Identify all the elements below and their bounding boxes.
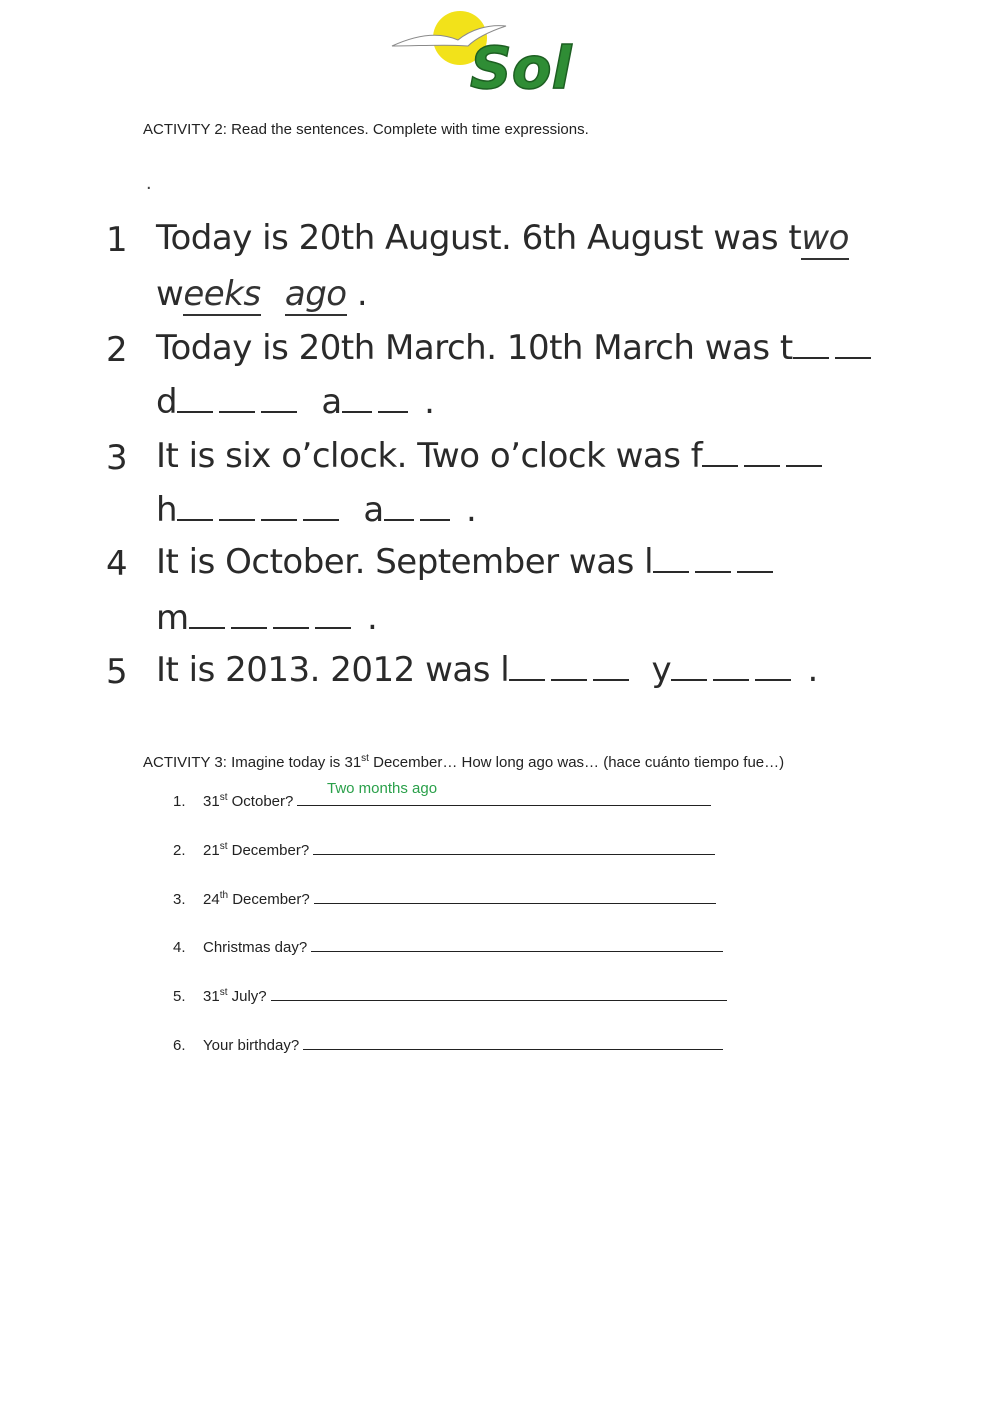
sentence-text: It is October. September was l <box>156 542 654 582</box>
question-6: 6. Your birthday? <box>173 1035 723 1054</box>
handwritten-answer: wo <box>801 218 849 258</box>
blank <box>509 673 545 681</box>
answer-1-text[interactable]: Two months ago <box>327 780 438 797</box>
sentence-number: 2 <box>106 330 128 370</box>
sentence-text: y <box>651 650 672 690</box>
answer-line[interactable] <box>313 840 715 855</box>
handwritten-answer: ago <box>284 274 347 314</box>
answer-line[interactable] <box>271 986 727 1001</box>
sentence-text: It is six o’clock. Two o’clock was f <box>156 436 703 476</box>
blank <box>219 513 255 521</box>
blank <box>303 513 339 521</box>
question-number: 2. <box>173 842 186 859</box>
blank <box>593 673 629 681</box>
blank <box>835 351 871 359</box>
answer-line[interactable] <box>297 791 711 806</box>
blank <box>315 621 351 629</box>
sentence-text: w <box>156 274 184 314</box>
question-number: 6. <box>173 1037 186 1054</box>
sentence-4-line-2 <box>156 598 377 638</box>
blank <box>261 513 297 521</box>
activity2-instruction: ACTIVITY 2: Read the sentences. Complete with time expressions. <box>143 121 589 138</box>
sentence-end: . <box>424 382 435 422</box>
blank <box>713 673 749 681</box>
sentence-end: . <box>366 598 378 638</box>
answer-line[interactable] <box>303 1035 723 1050</box>
sentence-text: It is 2013. 2012 was l <box>156 650 510 690</box>
blank <box>755 673 791 681</box>
sentence-4-line-1 <box>156 542 779 582</box>
sentence-1-line-2 <box>156 274 367 314</box>
sol-logo <box>388 4 604 102</box>
blank <box>177 405 213 413</box>
sentence-3-line-2 <box>156 490 476 530</box>
blank <box>653 565 689 573</box>
blank <box>378 405 408 413</box>
answer-line[interactable] <box>314 889 716 904</box>
blank <box>420 513 450 521</box>
activity3-instruction: ACTIVITY 3: Imagine today is 31st December… How long ago was… (hace cuánto tiempo fue…) <box>143 753 785 771</box>
blank <box>189 621 225 629</box>
blank <box>177 513 213 521</box>
activity2-exercise <box>70 172 930 720</box>
sentence-end: . <box>466 490 477 530</box>
sentence-text: m <box>156 598 189 638</box>
blank <box>737 565 773 573</box>
sentence-3-line-1 <box>156 436 828 476</box>
blank <box>744 459 780 467</box>
blank <box>702 459 738 467</box>
question-4: 4. Christmas day? <box>173 937 723 956</box>
sentence-number: 5 <box>106 652 128 692</box>
blank <box>551 673 587 681</box>
blank <box>793 351 829 359</box>
sentence-text: d <box>156 382 178 422</box>
sentence-number: 4 <box>106 544 128 584</box>
blank <box>273 621 309 629</box>
blank <box>231 621 267 629</box>
blank <box>671 673 707 681</box>
blank <box>261 405 297 413</box>
sentence-1-line-1 <box>156 218 849 258</box>
handwritten-answer: eeks <box>183 274 261 314</box>
blank <box>695 565 731 573</box>
sentence-5-line-1 <box>156 650 818 690</box>
sentence-2-line-2 <box>156 382 434 422</box>
question-1: 1. 31st October? <box>173 791 711 810</box>
answer-line[interactable] <box>311 937 723 952</box>
sentence-text: a <box>321 382 342 422</box>
sentence-end: . <box>807 650 818 690</box>
question-number: 5. <box>173 988 186 1005</box>
sentence-text: Today is 20th August. 6th August was t <box>156 218 802 258</box>
question-number: 1. <box>173 793 186 810</box>
blank <box>384 513 414 521</box>
sentence-number: 1 <box>106 220 128 260</box>
sentence-text: a <box>363 490 384 530</box>
sentence-end: . <box>356 274 368 314</box>
sentence-2-line-1 <box>156 328 877 368</box>
question-2: 2. 21st December? <box>173 840 715 859</box>
blank <box>219 405 255 413</box>
blank <box>342 405 372 413</box>
scan-speck: . <box>146 172 152 194</box>
question-number: 4. <box>173 939 186 956</box>
sentence-text: Today is 20th March. 10th March was t <box>156 328 793 368</box>
question-number: 3. <box>173 891 186 908</box>
logo-word: Sol <box>470 34 572 102</box>
question-3: 3. 24th December? <box>173 889 716 908</box>
blank <box>786 459 822 467</box>
sentence-text: h <box>156 490 178 530</box>
sentence-number: 3 <box>106 438 128 478</box>
question-5: 5. 31st July? <box>173 986 727 1005</box>
